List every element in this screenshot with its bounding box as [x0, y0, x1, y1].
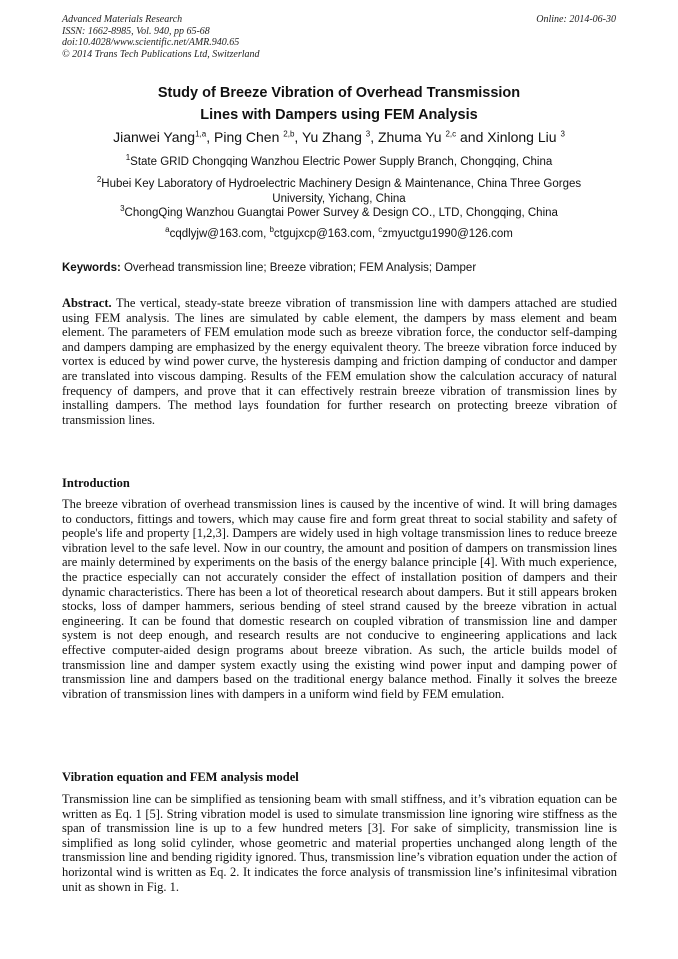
abstract-text: The vertical, steady-state breeze vibration of transmission line with dampers attached are studied using FEM analysis. The lines are simulated by cable element, the dampers by mass element and beam element. The parameters of FEM emulation mode such as breeze vibration force, the conductor self-damping and dampers damping are emphasized by the energy equivalent theory. The breeze vibration force induced by vortex is educed by wind power curve, the hysteresis damping and friction damping of conductor and damper are translated into viscous damping. Results of the FEM emulation show the calculation accuracy of natural frequency of dampers, and prove that it can effectively restrain breeze vibration of transmission lines by installing dampers. The method lays foundation for further research on protecting breeze vibration of transmission lines. — [62, 296, 617, 427]
author-sup: 2,c — [445, 129, 457, 139]
vibration-text: Transmission line can be simplified as tensioning beam with small stiffness, and it’s vibration equation can be written as Eq. 1 [5]. String vibration model is used to simulate transmission line ignoring wire stiffness as the span of transmission line is up to a few hundred meters [3]. For sake of simplicity, transmission line is simplified as long solid cylinder, whose geometric and material properties unchanged along length of the transmission line and bending rigidity ignored. Thus, transmission line’s vibration equation under the action of horizontal wind is written as Eq. 2. It indicates the force analysis of transmission line’s infinitesimal vibration unit as shown in Fig. 1. — [62, 792, 617, 894]
title-line-2: Lines with Dampers using FEM Analysis — [200, 107, 478, 123]
affiliation-text: State GRID Chongqing Wanzhou Electric Power Supply Branch, Chongqing, China — [130, 156, 553, 168]
affiliation-sup: 1 — [125, 153, 131, 163]
copyright-line: © 2014 Trans Tech Publications Ltd, Switzerland — [62, 48, 260, 60]
issn-line: ISSN: 1662-8985, Vol. 940, pp 65-68 — [62, 25, 210, 37]
affiliation-sup: 3 — [120, 204, 125, 214]
author-sup: 1,a — [195, 129, 207, 139]
affiliation-sup: 2 — [96, 175, 102, 185]
author-name: Ping Chen — [214, 129, 280, 145]
author-name: Xinlong Liu — [487, 129, 557, 145]
email-sup: a — [165, 225, 170, 235]
affiliation-text-cont: University, Yichang, China — [272, 192, 406, 205]
introduction-text: The breeze vibration of overhead transmission lines is caused by the incentive of wind. It will bring damages to conductors, fittings and towers, which may cause fire and form great threat to social stability and safety of people's life and property [1,2,3]. Dampers are widely used in high voltage transmission lines to reduce breeze vibration level to the safe level. Now in our country, the amount and position of dampers on transmission lines are mainly determined by experiments on the basis of the energy balance principle [4]. With much experience, the practice especially can not accurately consider the effect of installation position of dampers and their dynamic characteristics. There has been a lot of theoretical research about dampers. But it still appears broken stocks, loss of damper hammers, serious bending of steel strand caused by the breeze vibration in actual engineering. It can be found that domestic research on coupled vibration of transmission line and damper system is not deep enough, and research results are not conducive to engineering applications and lack effective computer-aided design programs about breeze vibration. As such, the article builds model of transmission line and damper system exactly using the existing wind power input and damping power of transmission line and dampers based on the traditional energy balance method. Finally it solves the breeze vibration of transmission lines with dampers in a uniform wind field by FEM emulation. — [62, 497, 617, 701]
online-date: Online: 2014-06-30 — [536, 14, 616, 25]
introduction-heading: Introduction — [62, 476, 130, 490]
email-sep: , — [263, 228, 270, 240]
paper-title — [60, 82, 618, 126]
affiliation-2 — [40, 177, 638, 206]
author-sep: and — [456, 129, 488, 145]
author-name: Yu Zhang — [301, 129, 362, 145]
email-list — [40, 227, 638, 241]
email-address: ctgujxcp@163.com — [273, 228, 372, 240]
abstract — [62, 296, 617, 427]
author-sep: , — [294, 129, 302, 145]
doi-line: doi:10.4028/www.scientific.net/AMR.940.65 — [62, 37, 240, 48]
author-sup: 3 — [560, 129, 565, 139]
title-line-1: Study of Breeze Vibration of Overhead Transmission — [157, 85, 521, 101]
abstract-label: Abstract. — [62, 296, 112, 310]
email-address: zmyuctgu1990@126.com — [382, 228, 513, 240]
author-name: Jianwei Yang — [113, 129, 196, 145]
affiliation-text: ChongQing Wanzhou Guangtai Power Survey & Design CO., LTD, Chongqing, China — [124, 207, 558, 219]
author-name: Zhuma Yu — [378, 129, 442, 145]
author-sep: , — [206, 129, 214, 145]
affiliation-1 — [40, 155, 638, 170]
author-sup: 3 — [365, 129, 371, 139]
keywords-text: Overhead transmission line; Breeze vibration; FEM Analysis; Damper — [120, 262, 477, 274]
author-sup: 2,b — [283, 129, 295, 139]
email-address: cqdlyjw@163.com — [169, 228, 264, 240]
keywords — [62, 261, 617, 275]
journal-name: Advanced Materials Research — [62, 14, 183, 25]
vibration-heading: Vibration equation and FEM analysis model — [62, 770, 299, 784]
author-list — [40, 128, 638, 146]
affiliation-3 — [40, 206, 638, 221]
keywords-label: Keywords: — [62, 262, 121, 274]
email-sep: , — [371, 228, 379, 240]
email-sup: c — [378, 225, 383, 235]
affiliation-text: Hubei Key Laboratory of Hydroelectric Machinery Design & Maintenance, China Three Gorges — [101, 178, 582, 190]
author-sep: , — [370, 129, 378, 145]
email-sup: b — [269, 225, 274, 235]
journal-header — [62, 14, 260, 60]
